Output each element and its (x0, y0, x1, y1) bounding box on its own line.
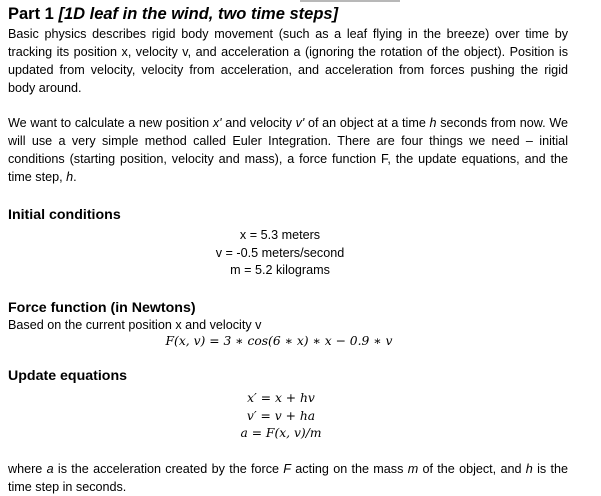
document-page (8, 3, 568, 496)
initial-v: v = -0.5 meters/second (215, 245, 345, 260)
force-function-heading: Force function (in Newtons) (8, 299, 196, 316)
page-top-rule (300, 0, 400, 2)
part-title (8, 3, 568, 25)
part-label: Part 1 (8, 5, 54, 23)
force-equation: F(x, v) = 3 ∗ cos(6 ∗ x) ∗ x − 0.9 ∗ v (165, 333, 393, 348)
initial-conditions-list (0, 227, 568, 280)
initial-conditions-heading: Initial conditions (8, 207, 121, 223)
initial-x: x = 5.3 meters (239, 228, 321, 242)
euler-paragraph: We want to calculate a new position x' and velocity v' of an object at a time h seconds from now. We will use a very simple method called Euler Integration. There are four things we need – initial conditions (starting position, velocity and mass), a force function F, the update equations, and the time step, h. (8, 116, 568, 184)
update-eq-a: a = F(x, v)/m (240, 426, 322, 440)
update-equations-list (0, 390, 568, 443)
update-eq-x: x′ = x + hv (247, 391, 315, 405)
closing-paragraph: where a is the acceleration created by the force F acting on the mass m of the object, and h is the time step in seconds. (8, 461, 569, 494)
force-function-desc: Based on the current position x and velocity v (8, 317, 262, 332)
part-subtitle: [1D leaf in the wind, two time steps] (58, 5, 339, 23)
initial-m: m = 5.2 kilograms (230, 263, 330, 277)
update-equations-heading: Update equations (8, 368, 128, 384)
intro-paragraph: Basic physics describes rigid body movement (such as a leaf flying in the breeze) over time by tracking its position x, velocity v, and acceleration a (ignoring the rotation of the object). Position is updated from velocity, velocity from acceleration, and acceleration from forces pushing the rigid body around. (8, 27, 568, 95)
update-eq-v: v′ = v + ha (246, 408, 316, 423)
